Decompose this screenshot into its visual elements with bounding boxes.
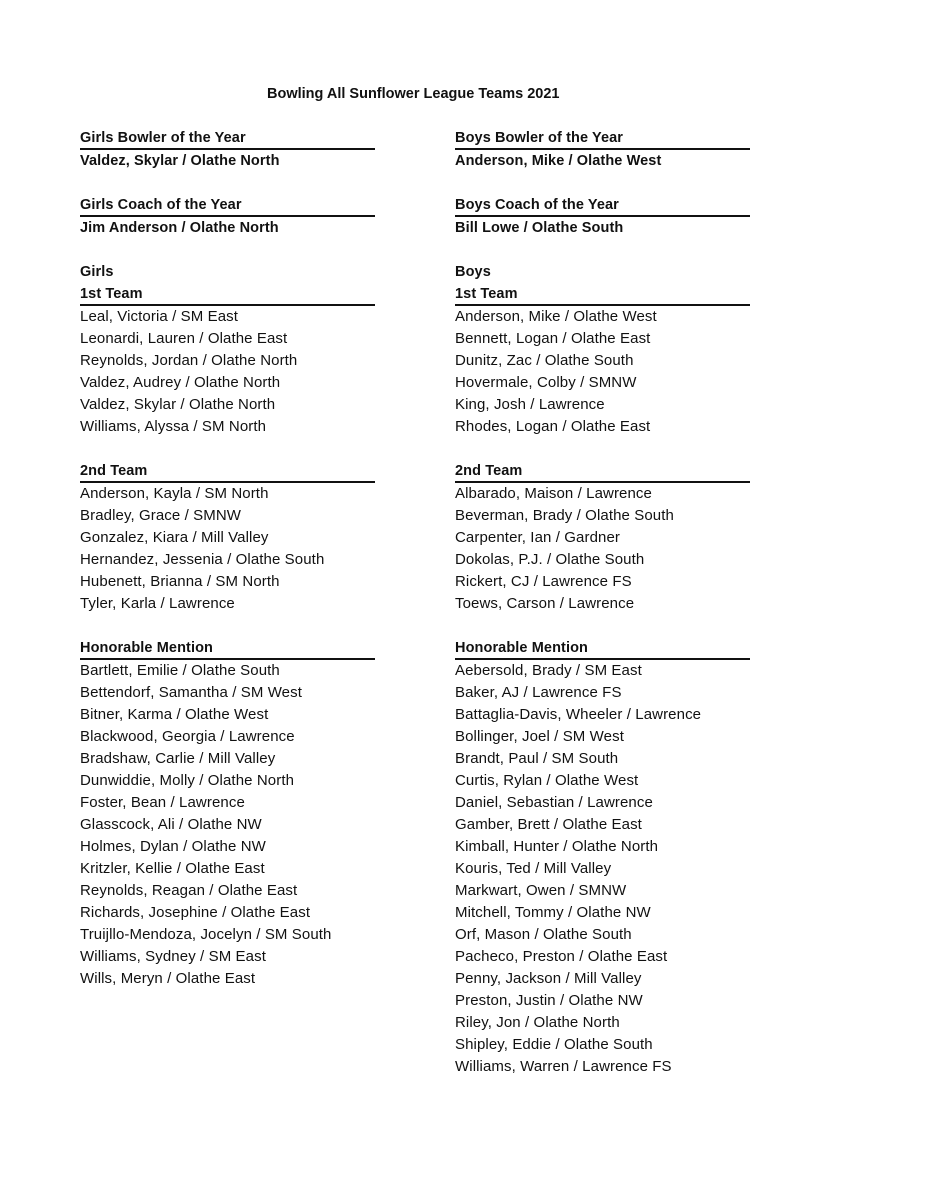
player-entry: Williams, Sydney / SM East: [80, 948, 266, 965]
player-entry: Bettendorf, Samantha / SM West: [80, 684, 302, 701]
player-entry: Foster, Bean / Lawrence: [80, 794, 245, 811]
boys-second-team-heading: 2nd Team: [455, 460, 750, 483]
boys-first-team-list: [455, 306, 750, 438]
player-entry: Hovermale, Colby / SMNW: [455, 374, 637, 391]
player-entry: Bennett, Logan / Olathe East: [455, 330, 651, 347]
girls-first-team-heading: 1st Team: [80, 283, 375, 306]
player-entry: Glasscock, Ali / Olathe NW: [80, 816, 262, 833]
document-title: Bowling All Sunflower League Teams 2021: [267, 86, 560, 102]
player-entry: Reynolds, Jordan / Olathe North: [80, 352, 298, 369]
player-entry: Truijllo-Mendoza, Jocelyn / SM South: [80, 926, 332, 943]
player-entry: Orf, Mason / Olathe South: [455, 926, 632, 943]
player-entry: Williams, Warren / Lawrence FS: [455, 1058, 672, 1075]
player-entry: Curtis, Rylan / Olathe West: [455, 772, 639, 789]
girls-coach-heading: Girls Coach of the Year: [80, 194, 375, 217]
player-entry: Valdez, Audrey / Olathe North: [80, 374, 281, 391]
player-entry: Brandt, Paul / SM South: [455, 750, 619, 767]
player-entry: Kimball, Hunter / Olathe North: [455, 838, 659, 855]
player-entry: Pacheco, Preston / Olathe East: [455, 948, 668, 965]
girls-column: [80, 127, 375, 990]
girls-section-label: Girls: [80, 264, 114, 280]
player-entry: Markwart, Owen / SMNW: [455, 882, 627, 899]
player-entry: Williams, Alyssa / SM North: [80, 418, 267, 435]
player-entry: Tyler, Karla / Lawrence: [80, 595, 235, 612]
girls-second-team-heading: 2nd Team: [80, 460, 375, 483]
player-entry: Carpenter, Ian / Gardner: [455, 529, 620, 546]
player-entry: Blackwood, Georgia / Lawrence: [80, 728, 295, 745]
player-entry: Hernandez, Jessenia / Olathe South: [80, 551, 325, 568]
boys-honorable-mention-list: [455, 660, 750, 1078]
girls-second-team-list: [80, 483, 375, 615]
player-entry: King, Josh / Lawrence: [455, 396, 605, 413]
player-entry: Bradley, Grace / SMNW: [80, 507, 242, 524]
player-entry: Wills, Meryn / Olathe East: [80, 970, 256, 987]
player-entry: Bitner, Karma / Olathe West: [80, 706, 269, 723]
player-entry: Mitchell, Tommy / Olathe NW: [455, 904, 651, 921]
player-entry: Richards, Josephine / Olathe East: [80, 904, 311, 921]
boys-column: [455, 127, 750, 1078]
girls-honorable-mention-heading: Honorable Mention: [80, 637, 375, 660]
player-entry: Preston, Justin / Olathe NW: [455, 992, 643, 1009]
boys-second-team-list: [455, 483, 750, 615]
player-entry: Dokolas, P.J. / Olathe South: [455, 551, 645, 568]
girls-bowler-name: Valdez, Skylar / Olathe North: [80, 153, 280, 169]
player-entry: Holmes, Dylan / Olathe NW: [80, 838, 266, 855]
player-entry: Leonardi, Lauren / Olathe East: [80, 330, 288, 347]
player-entry: Hubenett, Brianna / SM North: [80, 573, 280, 590]
player-entry: Reynolds, Reagan / Olathe East: [80, 882, 298, 899]
boys-coach-name: Bill Lowe / Olathe South: [455, 220, 624, 236]
player-entry: Gonzalez, Kiara / Mill Valley: [80, 529, 269, 546]
boys-section-label: Boys: [455, 264, 491, 280]
player-entry: Rickert, CJ / Lawrence FS: [455, 573, 632, 590]
player-entry: Anderson, Mike / Olathe West: [455, 308, 657, 325]
player-entry: Kouris, Ted / Mill Valley: [455, 860, 612, 877]
player-entry: Aebersold, Brady / SM East: [455, 662, 642, 679]
player-entry: Toews, Carson / Lawrence: [455, 595, 635, 612]
boys-coach-heading: Boys Coach of the Year: [455, 194, 750, 217]
player-entry: Shipley, Eddie / Olathe South: [455, 1036, 653, 1053]
player-entry: Battaglia-Davis, Wheeler / Lawrence: [455, 706, 702, 723]
player-entry: Valdez, Skylar / Olathe North: [80, 396, 276, 413]
player-entry: Dunitz, Zac / Olathe South: [455, 352, 634, 369]
girls-first-team-list: [80, 306, 375, 438]
player-entry: Penny, Jackson / Mill Valley: [455, 970, 642, 987]
player-entry: Riley, Jon / Olathe North: [455, 1014, 620, 1031]
player-entry: Dunwiddie, Molly / Olathe North: [80, 772, 295, 789]
girls-honorable-mention-list: [80, 660, 375, 990]
boys-bowler-heading: Boys Bowler of the Year: [455, 127, 750, 150]
boys-honorable-mention-heading: Honorable Mention: [455, 637, 750, 660]
player-entry: Kritzler, Kellie / Olathe East: [80, 860, 265, 877]
player-entry: Albarado, Maison / Lawrence: [455, 485, 652, 502]
player-entry: Beverman, Brady / Olathe South: [455, 507, 674, 524]
player-entry: Bollinger, Joel / SM West: [455, 728, 624, 745]
boys-bowler-name: Anderson, Mike / Olathe West: [455, 153, 662, 169]
player-entry: Rhodes, Logan / Olathe East: [455, 418, 651, 435]
player-entry: Daniel, Sebastian / Lawrence: [455, 794, 653, 811]
player-entry: Leal, Victoria / SM East: [80, 308, 239, 325]
girls-coach-name: Jim Anderson / Olathe North: [80, 220, 279, 236]
player-entry: Bradshaw, Carlie / Mill Valley: [80, 750, 276, 767]
player-entry: Gamber, Brett / Olathe East: [455, 816, 642, 833]
player-entry: Bartlett, Emilie / Olathe South: [80, 662, 280, 679]
player-entry: Baker, AJ / Lawrence FS: [455, 684, 622, 701]
player-entry: Anderson, Kayla / SM North: [80, 485, 269, 502]
boys-first-team-heading: 1st Team: [455, 283, 750, 306]
girls-bowler-heading: Girls Bowler of the Year: [80, 127, 375, 150]
